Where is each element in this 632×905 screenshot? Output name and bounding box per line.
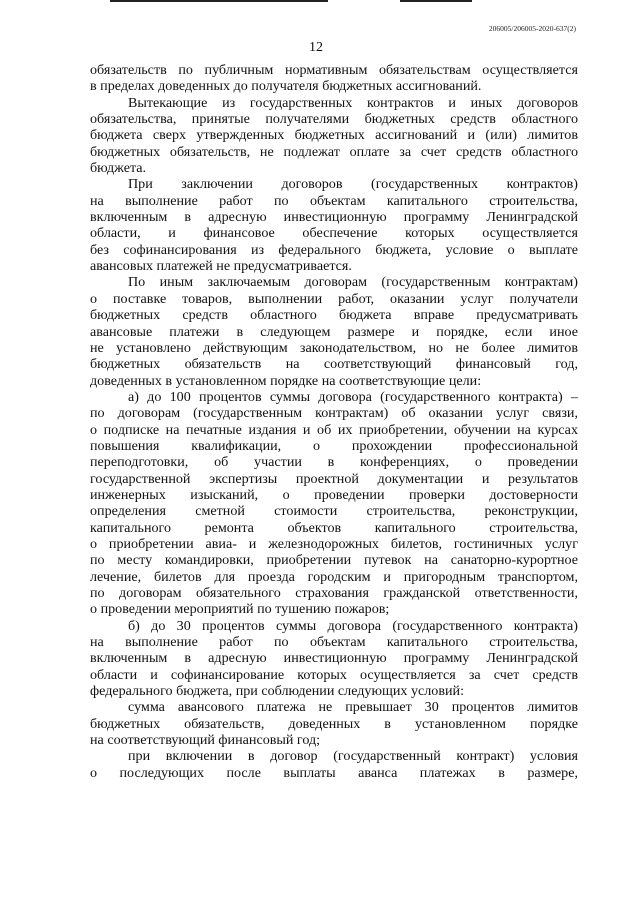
- text-line: о проведении мероприятий по тушению пожаров;: [90, 601, 390, 618]
- text-line: сумма авансового платежа не превышает 30 процентов лимитов: [128, 699, 578, 716]
- paragraph: [90, 618, 578, 700]
- text-line: о подписке на печатные издания и об их приобретении, обучении на курсах: [90, 421, 578, 438]
- text-line: бюджетных средств областного бюджета вправе предусматривать: [90, 307, 578, 324]
- document-code: 206005/206005-2020-637(2): [488, 24, 576, 33]
- text-line: авансовых платежей не предусматривается.: [90, 258, 352, 275]
- text-line: федерального бюджета, при соблюдении следующих условий:: [90, 683, 465, 700]
- top-rule-left: [110, 0, 328, 2]
- text-line: включенным в адресную инвестиционную программу Ленинградской: [90, 209, 578, 226]
- text-line: на соответствующий финансовый год;: [90, 732, 321, 749]
- text-line: доведенных в установленном порядке на соответствующие цели:: [90, 372, 482, 389]
- text-line: обязательств по публичным нормативным обязательствам осуществляется: [90, 62, 578, 78]
- text-line: определения сметной стоимости строительства, реконструкции,: [90, 503, 578, 520]
- text-line: включенным в адресную инвестиционную программу Ленинградской: [90, 650, 578, 667]
- text-line: авансовые платежи в следующем размере и порядке, если иное: [90, 323, 578, 340]
- paragraph: [90, 699, 578, 748]
- text-line: а) до 100 процентов суммы договора (государственного контракта) –: [128, 388, 578, 405]
- text-line: без софинансирования из федерального бюджета, условие о выплате: [90, 241, 578, 258]
- top-rule-right: [400, 0, 472, 2]
- text-line: государственной экспертизы проектной документации и результатов: [90, 470, 578, 487]
- text-line: бюджета.: [90, 160, 147, 177]
- paragraph: [90, 95, 578, 177]
- text-line: о последующих после выплаты аванса платежах в размере,: [90, 764, 578, 781]
- text-line: о поставке товаров, выполнении работ, оказании услуг получатели: [90, 290, 578, 307]
- text-line: о приобретении авиа- и железнодорожных билетов, гостиничных услуг: [90, 535, 578, 552]
- text-line: бюджетных обязательств, доведенных в установленном порядке: [90, 715, 578, 732]
- text-line: Вытекающие из государственных контрактов и иных договоров: [128, 94, 578, 111]
- text-line: капитального ремонта объектов капитального строительства,: [90, 519, 578, 536]
- text-line: переподготовки, об участии в конференциях, о проведении: [90, 454, 578, 471]
- text-line: на выполнение работ по объектам капитального строительства,: [90, 192, 578, 209]
- text-line: по договорам обязательного страхования гражданской ответственности,: [90, 585, 578, 601]
- paragraph: [90, 274, 578, 388]
- text-line: области, и финансовое обеспечение которых осуществляется: [90, 225, 578, 242]
- text-line: инженерных изысканий, о проведении проверки достоверности: [90, 486, 578, 503]
- text-line: По иным заключаемым договорам (государственным контрактам): [128, 274, 578, 291]
- text-line: обязательства, принятые получателями бюджетных средств областного: [90, 111, 578, 128]
- text-line: при включении в договор (государственный контракт) условия: [128, 748, 578, 765]
- paragraph: [90, 748, 578, 781]
- text-line: б) до 30 процентов суммы договора (государственного контракта): [128, 617, 578, 634]
- text-line: бюджета сверх утвержденных бюджетных ассигнований и (или) лимитов: [90, 127, 578, 144]
- text-line: на выполнение работ по объектам капитального строительства,: [90, 634, 578, 651]
- paragraph: [90, 176, 578, 274]
- text-line: области и софинансирование которых осуществляется за счет средств: [90, 666, 578, 683]
- text-line: по договорам (государственным контрактам) об оказании услуг связи,: [90, 405, 578, 422]
- text-line: по месту командировки, приобретении путевок на санаторно-курортное: [90, 552, 578, 569]
- text-line: бюджетных обязательств на соответствующий финансовый год,: [90, 356, 578, 373]
- paragraph: [90, 389, 578, 618]
- text-line: При заключении договоров (государственных контрактов): [128, 176, 578, 193]
- text-line: бюджетных обязательств, не подлежат оплате за счет средств областного: [90, 143, 578, 160]
- text-line: лечение, билетов для проезда городским и пригородным транспортом,: [90, 568, 578, 585]
- text-line: в пределах доведенных до получателя бюджетных ассигнований.: [90, 78, 482, 95]
- document-body: [90, 62, 578, 781]
- text-line: повышения квалификации, о прохождении профессиональной: [90, 437, 578, 454]
- page-number: 12: [309, 40, 323, 55]
- paragraph: [90, 62, 578, 95]
- text-line: не установлено действующим законодательством, но не более лимитов: [90, 339, 578, 356]
